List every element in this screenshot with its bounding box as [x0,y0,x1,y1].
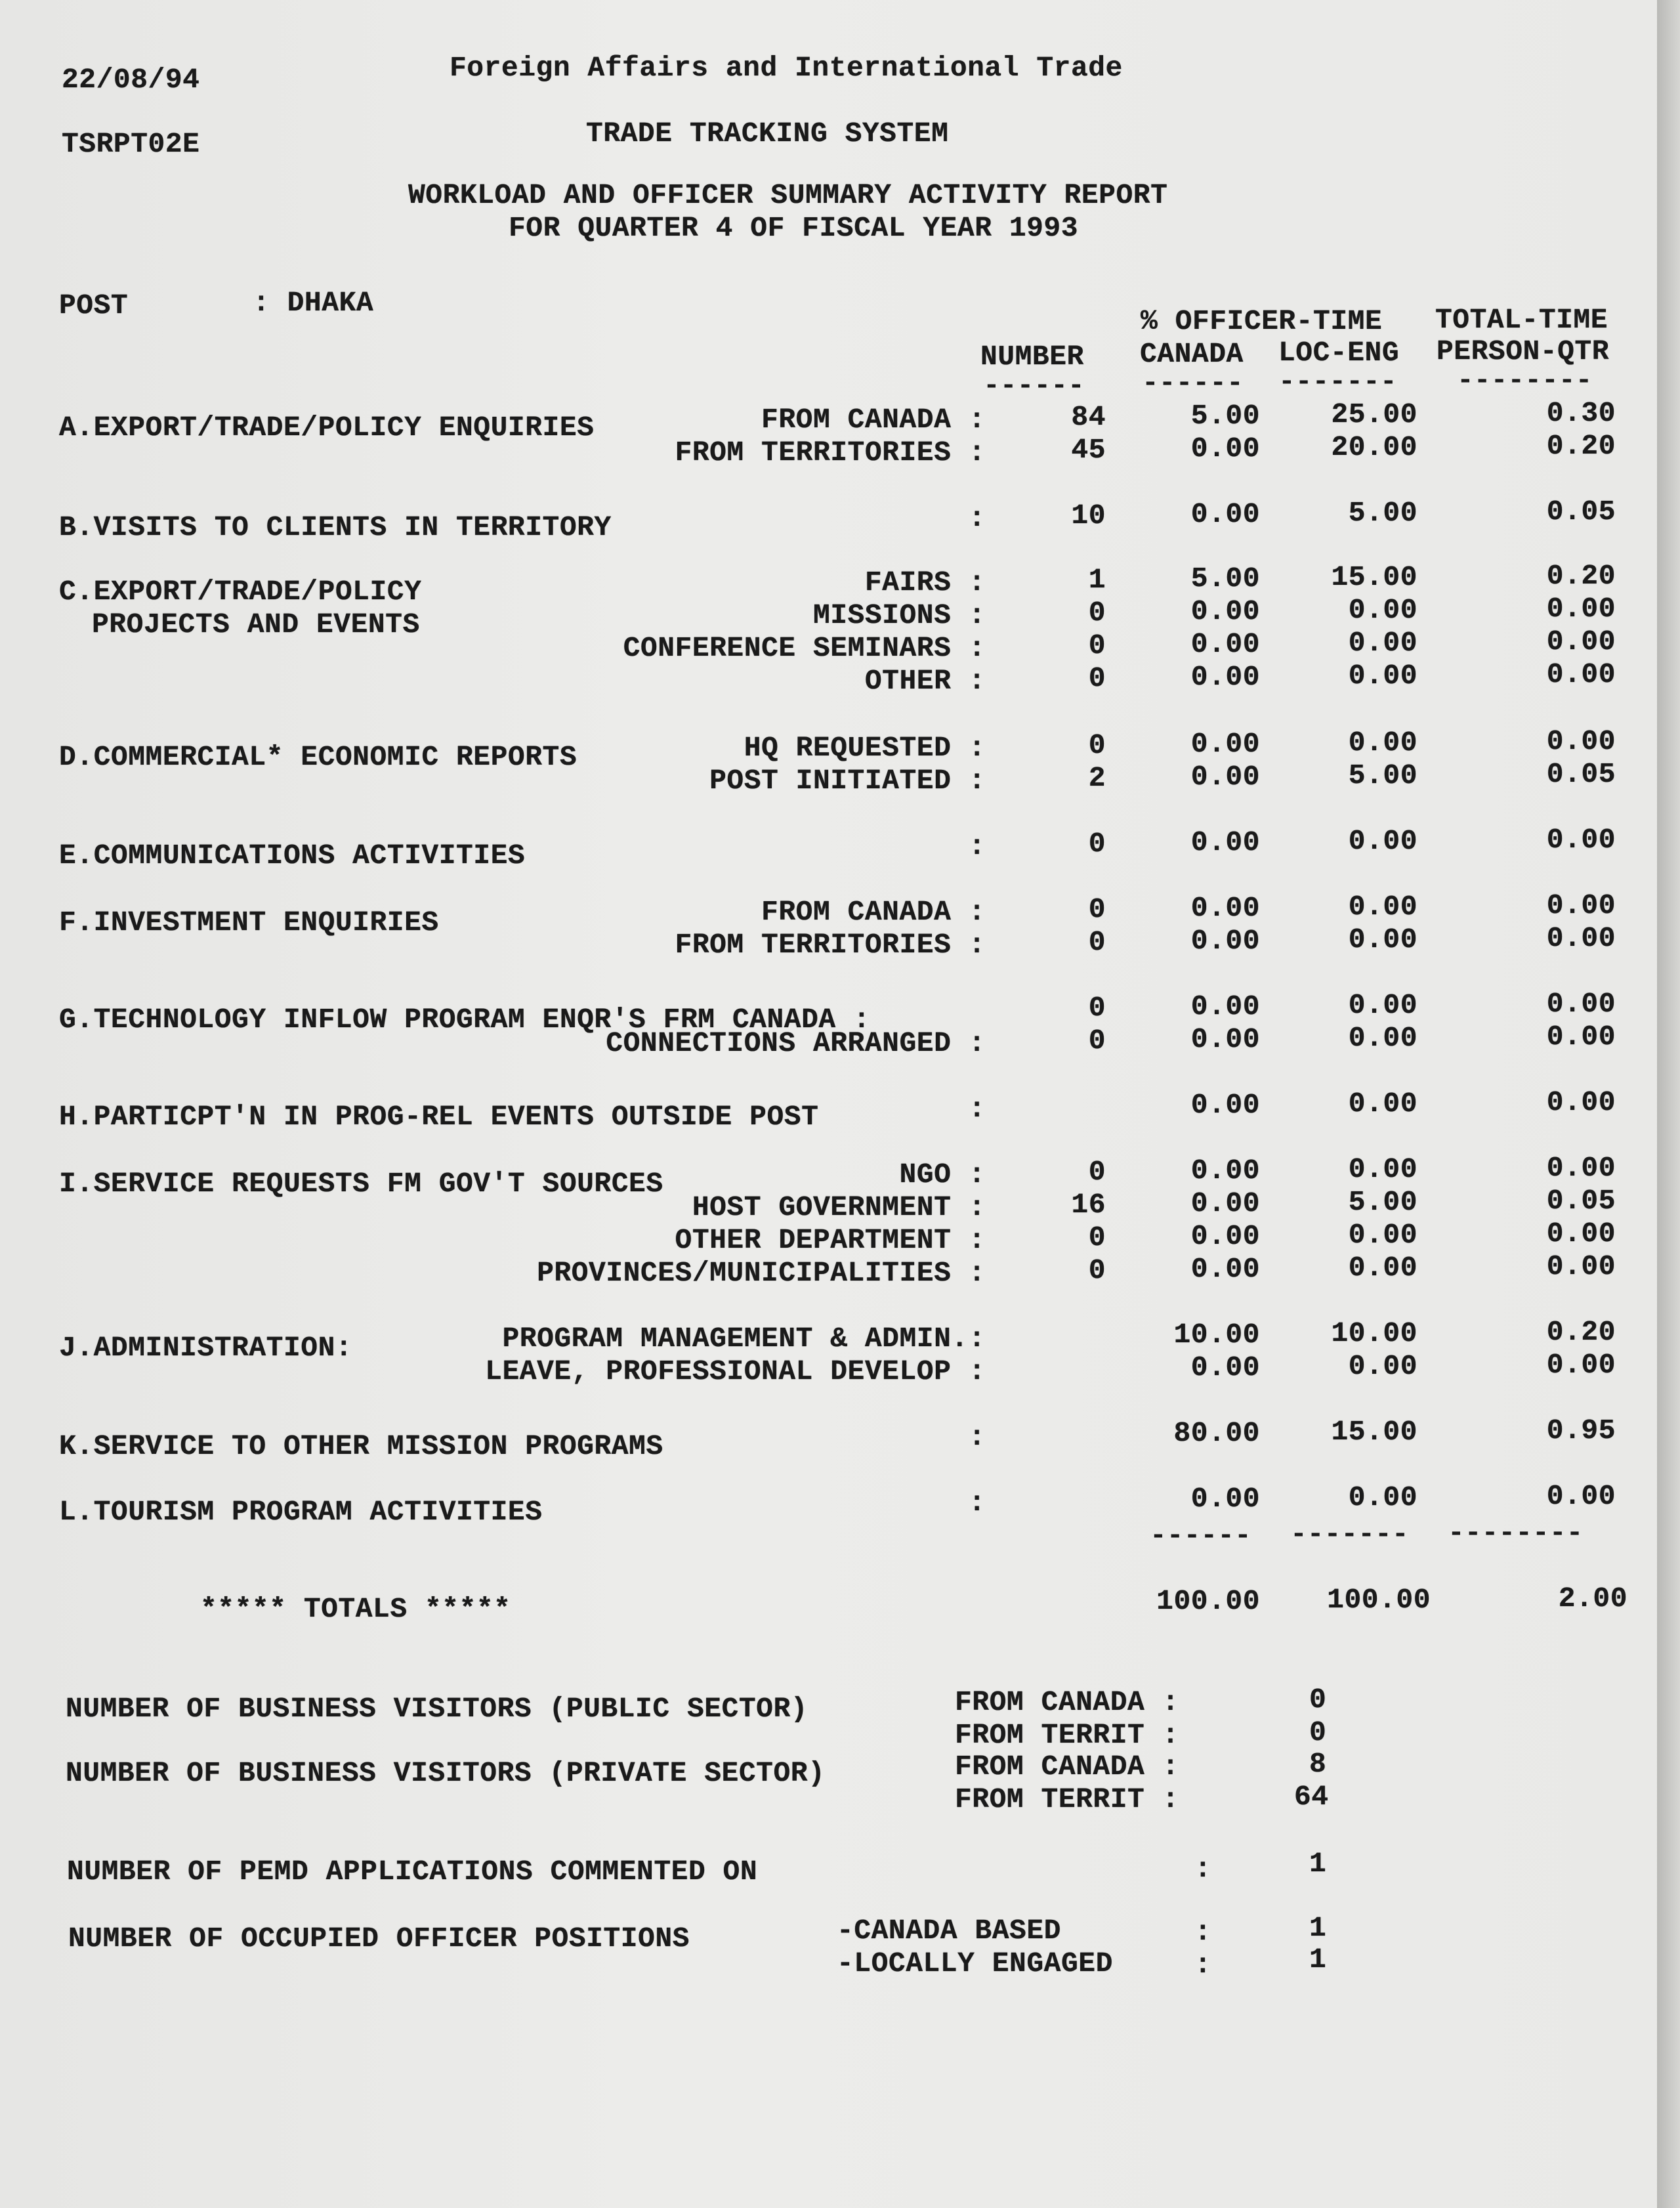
cell-number: 2 [1088,762,1106,794]
positions-cb-value: 1 [1309,1912,1327,1944]
cell-loceng: 0.00 [1348,1252,1418,1284]
cell-person: 0.05 [1546,758,1616,790]
cell-number: 0 [1088,1221,1106,1254]
cell-canada: 0.00 [1190,628,1260,660]
report-subtitle: FOR QUARTER 4 OF FISCAL YEAR 1993 [509,212,1079,244]
col-loc-eng: LOC-ENG [1278,337,1400,369]
cell-canada: 0.00 [1190,661,1260,693]
cell-person: 0.95 [1546,1414,1616,1447]
row-sub-label: NGO : [899,1158,986,1191]
row-sub-label: PROGRAM MANAGEMENT & ADMIN.: [502,1323,986,1355]
row-category-label: K.SERVICE TO OTHER MISSION PROGRAMS [59,1430,663,1462]
col-person-rule: -------- [1457,364,1593,396]
cell-person: 0.00 [1546,725,1616,757]
row-category-label: PROJECTS AND EVENTS [92,608,420,641]
pemd-label: NUMBER OF PEMD APPLICATIONS COMMENTED ON [67,1856,758,1888]
totals-rule-loceng: ------- [1290,1518,1409,1550]
row-sub-label: PROVINCES/MUNICIPALITIES : [537,1257,986,1289]
cell-loceng: 0.00 [1348,924,1418,956]
pemd-value: 1 [1309,1848,1327,1880]
row-sub-label: OTHER : [864,665,986,697]
cell-number: 16 [1071,1189,1106,1221]
cell-canada: 0.00 [1190,1089,1260,1121]
pemd-colon: : [1194,1853,1212,1885]
cell-person: 0.00 [1546,889,1616,922]
report-title: WORKLOAD AND OFFICER SUMMARY ACTIVITY REPORT [408,179,1168,211]
row-sub-label: HQ REQUESTED : [744,732,986,764]
department-name: Foreign Affairs and International Trade [450,52,1123,84]
col-person-qtr: PERSON-QTR [1437,335,1610,368]
cell-person: 0.00 [1546,1152,1616,1184]
cell-person: 0.00 [1546,922,1616,954]
row-category-label: A.EXPORT/TRADE/POLICY ENQUIRIES [59,412,595,444]
positions-canada-based: -CANADA BASED [837,1915,1061,1947]
totals-canada: 100.00 [1156,1585,1260,1617]
cell-loceng: 5.00 [1348,1186,1418,1218]
totals-loceng: 100.00 [1327,1584,1431,1616]
cell-canada: 0.00 [1190,1220,1260,1252]
cell-canada: 80.00 [1173,1417,1260,1449]
row-sub-label: FROM TERRITORIES : [675,436,986,469]
cell-loceng: 0.00 [1348,627,1418,659]
cell-number: 0 [1088,1156,1106,1188]
cell-person: 0.00 [1546,1086,1616,1118]
visitors-private-territ-value: 64 [1294,1781,1329,1813]
visitors-public-from-territ: FROM TERRIT : [955,1719,1179,1751]
row-category-label: G.TECHNOLOGY INFLOW PROGRAM ENQR'S FRM CANADA : [59,1004,871,1036]
totals-rule-canada: ------ [1150,1519,1251,1552]
cell-person: 0.00 [1546,1480,1616,1512]
cell-loceng: 0.00 [1348,1153,1418,1185]
cell-person: 0.00 [1546,1021,1616,1053]
cell-loceng: 15.00 [1331,561,1418,593]
row-sub-label: : [968,1421,986,1453]
post-label: POST [59,289,129,322]
report-code: TSRPT02E [62,128,200,160]
cell-number: 0 [1088,1025,1106,1057]
cell-person: 0.00 [1546,1349,1616,1381]
row-sub-label: CONNECTIONS ARRANGED : [606,1027,986,1059]
cell-loceng: 10.00 [1331,1317,1418,1349]
positions-le-value: 1 [1309,1943,1327,1976]
cell-number: 0 [1088,1254,1106,1286]
cell-loceng: 0.00 [1348,594,1418,626]
col-number: NUMBER [980,341,1084,373]
visitors-private-from-canada: FROM CANADA : [955,1751,1179,1783]
row-sub-label: FROM TERRITORIES : [675,929,986,961]
post-value: : DHAKA [253,287,374,319]
cell-loceng: 5.00 [1348,759,1418,792]
cell-canada: 5.00 [1190,400,1260,432]
row-category-label: C.EXPORT/TRADE/POLICY [59,576,422,608]
cell-number: 84 [1071,401,1106,433]
positions-cb-colon: : [1194,1916,1212,1948]
cell-loceng: 0.00 [1348,891,1418,923]
row-sub-label: MISSIONS : [812,599,986,631]
row-sub-label: : [968,502,986,534]
row-sub-label: : [968,1487,986,1519]
cell-person: 0.20 [1546,560,1616,592]
col-number-rule: ------ [983,370,1085,402]
cell-canada: 0.00 [1190,1351,1260,1384]
cell-loceng: 0.00 [1348,1481,1418,1514]
cell-number: 0 [1088,926,1106,958]
row-category-label: L.TOURISM PROGRAM ACTIVITIES [59,1496,543,1528]
row-category-label: B.VISITS TO CLIENTS IN TERRITORY [59,511,612,543]
cell-number: 0 [1088,992,1106,1024]
row-sub-label: : [968,1093,986,1125]
cell-loceng: 0.00 [1348,989,1418,1021]
cell-canada: 0.00 [1190,1187,1260,1220]
cell-number: 0 [1088,893,1106,925]
row-sub-label: FAIRS : [864,566,986,599]
cell-number: 0 [1088,729,1106,761]
row-sub-label: FROM CANADA : [761,896,986,928]
cell-number: 0 [1088,828,1106,860]
cell-loceng: 20.00 [1331,431,1418,463]
cell-loceng: 5.00 [1348,497,1418,529]
col-canada: CANADA [1140,338,1244,370]
cell-person: 0.00 [1546,988,1616,1020]
cell-number: 0 [1088,629,1106,662]
row-sub-label: FROM CANADA : [761,404,986,436]
cell-number: 1 [1088,564,1106,596]
cell-canada: 0.00 [1190,1023,1260,1055]
row-sub-label: POST INITIATED : [709,765,986,797]
row-category-label: D.COMMERCIAL* ECONOMIC REPORTS [59,741,578,773]
totals-rule-person: -------- [1448,1517,1584,1549]
cell-number: 0 [1088,662,1106,694]
cell-number: 45 [1071,434,1106,466]
row-sub-label: HOST GOVERNMENT : [692,1191,986,1223]
cell-canada: 0.00 [1190,595,1260,627]
visitors-public-label: NUMBER OF BUSINESS VISITORS (PUBLIC SECTOR) [66,1693,808,1725]
row-category-label: F.INVESTMENT ENQUIRIES [59,906,439,939]
row-sub-label: OTHER DEPARTMENT : [675,1224,986,1256]
visitors-public-territ-value: 0 [1309,1716,1327,1749]
cell-person: 0.00 [1546,626,1616,658]
cell-loceng: 0.00 [1348,825,1418,857]
positions-locally-engaged: -LOCALLY ENGAGED [837,1947,1113,1980]
cell-person: 0.00 [1546,1250,1616,1283]
page-edge-shadow [1657,0,1680,2208]
cell-person: 0.05 [1546,496,1616,528]
cell-canada: 0.00 [1190,433,1260,465]
cell-person: 0.00 [1546,824,1616,856]
cell-canada: 0.00 [1190,990,1260,1023]
cell-number: 10 [1071,499,1106,532]
cell-number: 0 [1088,597,1106,629]
row-category-label: J.ADMINISTRATION: [59,1332,353,1364]
system-name: TRADE TRACKING SYSTEM [586,117,949,150]
cell-person: 0.30 [1546,397,1616,429]
cell-canada: 0.00 [1190,925,1260,957]
row-category-label: I.SERVICE REQUESTS FM GOV'T SOURCES [59,1168,663,1200]
cell-person: 0.00 [1546,593,1616,625]
positions-le-colon: : [1194,1949,1212,1981]
visitors-private-from-territ: FROM TERRIT : [955,1783,1179,1815]
col-canada-rule: ------ [1142,367,1244,399]
cell-canada: 0.00 [1190,826,1260,859]
row-sub-label: CONFERENCE SEMINARS : [623,632,986,664]
cell-canada: 0.00 [1190,1155,1260,1187]
col-pct-officer-time: % OFFICER-TIME [1141,305,1383,337]
cell-loceng: 0.00 [1348,660,1418,692]
cell-canada: 10.00 [1173,1319,1260,1351]
cell-canada: 0.00 [1190,1483,1260,1515]
visitors-public-from-canada: FROM CANADA : [955,1686,1179,1718]
cell-person: 0.00 [1546,658,1616,690]
report-date: 22/08/94 [62,64,200,96]
cell-person: 0.00 [1546,1218,1616,1250]
cell-canada: 0.00 [1190,498,1260,530]
col-loceng-rule: ------- [1278,366,1397,398]
visitors-private-label: NUMBER OF BUSINESS VISITORS (PRIVATE SECTOR) [66,1757,826,1789]
cell-canada: 5.00 [1190,563,1260,595]
cell-loceng: 0.00 [1348,727,1418,759]
cell-loceng: 0.00 [1348,1219,1418,1251]
cell-loceng: 0.00 [1348,1350,1418,1382]
cell-loceng: 0.00 [1348,1088,1418,1120]
cell-loceng: 25.00 [1331,398,1418,431]
cell-person: 0.20 [1546,430,1616,462]
col-total-time: TOTAL-TIME [1435,304,1608,336]
cell-person: 0.20 [1546,1316,1616,1348]
row-sub-label: : [968,830,986,862]
row-category-label: E.COMMUNICATIONS ACTIVITIES [59,839,526,872]
cell-canada: 0.00 [1190,728,1260,760]
visitors-public-canada-value: 0 [1309,1684,1327,1716]
cell-canada: 0.00 [1190,761,1260,793]
row-sub-label: LEAVE, PROFESSIONAL DEVELOP : [485,1355,986,1388]
positions-label: NUMBER OF OCCUPIED OFFICER POSITIONS [68,1922,690,1955]
cell-loceng: 15.00 [1331,1416,1418,1448]
totals-label: ***** TOTALS ***** [200,1593,511,1625]
visitors-private-canada-value: 8 [1309,1748,1327,1780]
cell-canada: 0.00 [1190,892,1260,924]
cell-person: 0.05 [1546,1185,1616,1217]
cell-loceng: 0.00 [1348,1022,1418,1054]
row-category-label: H.PARTICPT'N IN PROG-REL EVENTS OUTSIDE POST [59,1101,819,1133]
cell-canada: 0.00 [1190,1253,1260,1285]
totals-person: 2.00 [1558,1582,1628,1615]
